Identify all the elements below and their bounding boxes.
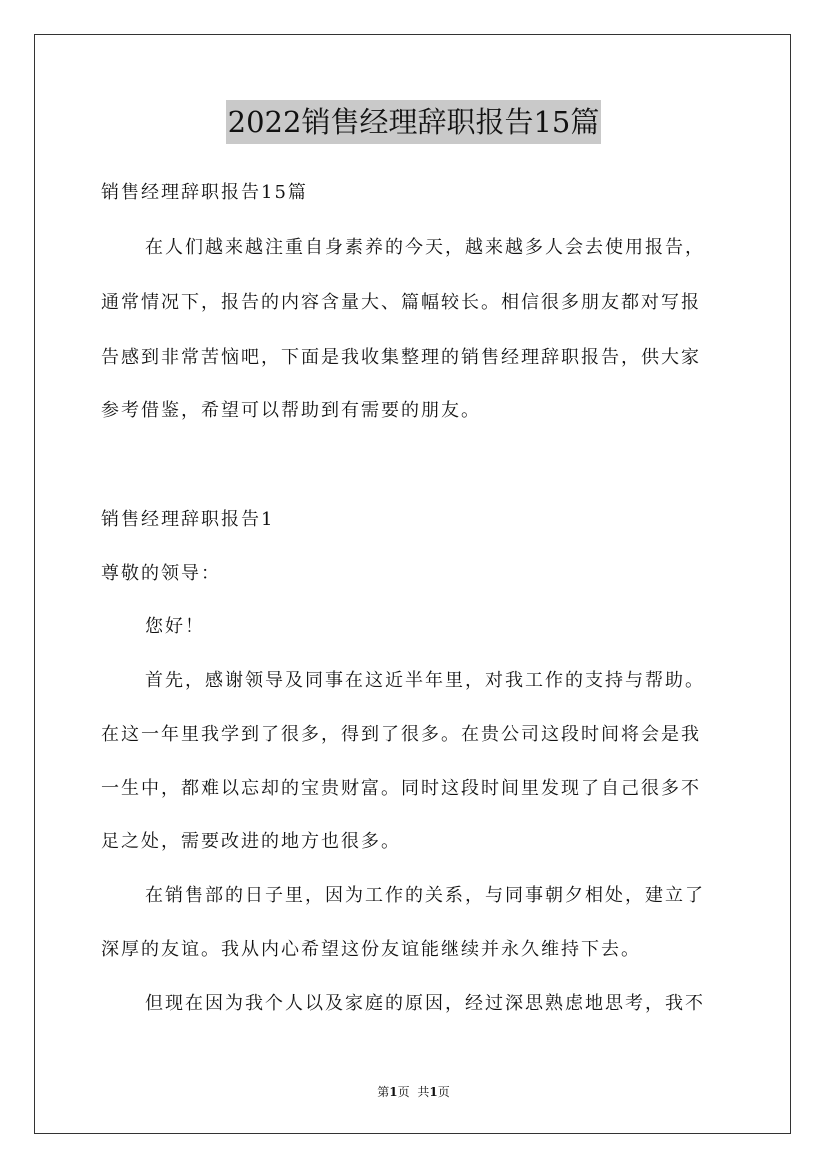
salutation: 尊敬的领导： [101, 563, 221, 584]
paragraph-line: 参考借鉴，希望可以帮助到有需要的朋友。 [101, 400, 481, 421]
page-label-suffix: 页 [397, 1085, 410, 1099]
total-suffix: 页 [437, 1085, 450, 1099]
page-footer [0, 1084, 827, 1100]
page-number: 1 [389, 1085, 398, 1099]
paragraph-line: 通常情况下，报告的内容含量大、篇幅较长。相信很多朋友都对写报 [101, 292, 701, 313]
paragraph-line: 但现在因为我个人以及家庭的原因，经过深思熟虑地思考，我不 [145, 993, 705, 1014]
greeting: 您好！ [145, 616, 205, 637]
total-prefix: 共 [417, 1085, 430, 1099]
paragraph-line: 一生中，都难以忘却的宝贵财富。同时这段时间里发现了自己很多不 [101, 778, 701, 799]
paragraph-line: 足之处，需要改进的地方也很多。 [101, 831, 401, 852]
paragraph-line: 在这一年里我学到了很多，得到了很多。在贵公司这段时间将会是我 [101, 724, 701, 745]
paragraph-line: 首先，感谢领导及同事在这近半年里，对我工作的支持与帮助。 [145, 670, 705, 691]
total-pages: 1 [429, 1085, 438, 1099]
paragraph-line: 告感到非常苦恼吧，下面是我收集整理的销售经理辞职报告，供大家 [101, 347, 701, 368]
title-container [0, 100, 827, 144]
subtitle-line: 销售经理辞职报告15篇 [101, 182, 308, 203]
document-title: 2022销售经理辞职报告15篇 [226, 100, 602, 144]
paragraph-line: 在人们越来越注重自身素养的今天，越来越多人会去使用报告， [145, 237, 705, 258]
paragraph-line: 深厚的友谊。我从内心希望这份友谊能继续并永久维持下去。 [101, 939, 641, 960]
section-heading: 销售经理辞职报告1 [101, 509, 275, 530]
page-label-prefix: 第 [377, 1085, 390, 1099]
paragraph-line: 在销售部的日子里，因为工作的关系，与同事朝夕相处，建立了 [145, 885, 705, 906]
